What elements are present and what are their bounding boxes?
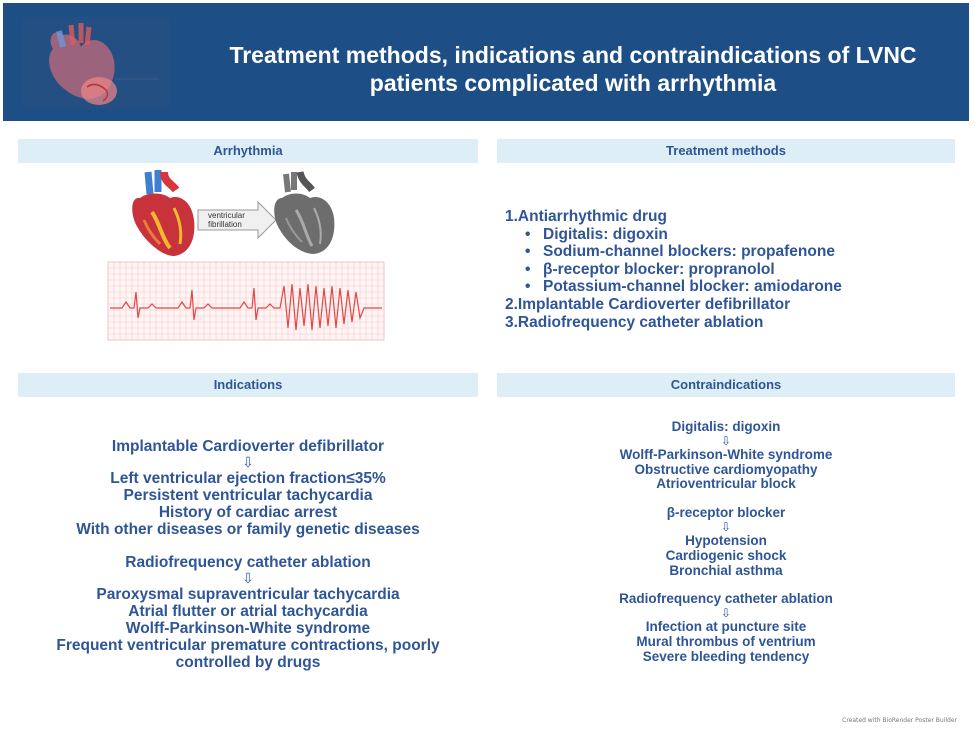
- group-spacer: [18, 538, 478, 554]
- indications-block: [18, 438, 478, 671]
- section-title-arrhythmia: Arrhythmia: [18, 139, 478, 163]
- treatment-item: 2.Implantable Cardioverter defibrillator: [505, 295, 791, 313]
- group-spacer: [497, 492, 955, 506]
- group-item: Severe bleeding tendency: [642, 648, 810, 664]
- group-item: Frequent ventricular premature contractions, poorly: [56, 637, 440, 654]
- arrow-down-icon: ⇩: [242, 454, 254, 470]
- header-heart-thumbnail: [23, 17, 169, 109]
- bullet-icon: •: [525, 243, 531, 261]
- treatment-item: 3.Radiofrequency catheter ablation: [505, 313, 764, 331]
- treatment-list: [505, 208, 955, 331]
- group-heading: β-receptor blocker: [666, 505, 786, 521]
- group-item: With other diseases or family genetic diseases: [76, 521, 420, 538]
- treatment-subitem: • Potassium-channel blocker: amiodarone: [525, 278, 842, 296]
- group-heading: Implantable Cardioverter defibrillator: [111, 438, 385, 455]
- section-title-indications: Indications: [18, 373, 478, 397]
- section-title-contraindications: Contraindications: [497, 373, 955, 397]
- illustration-label-line2: fibrillation: [208, 220, 242, 229]
- page-title: Treatment methods, indications and contraindications of LVNC patients complicated with arrhythmia: [229, 42, 917, 96]
- arrow-down-icon: ⇩: [242, 570, 254, 586]
- group-item: controlled by drugs: [175, 654, 321, 671]
- treatment-subitem: • Digitalis: digoxin: [525, 225, 668, 243]
- group-item: Wolff-Parkinson-White syndrome: [619, 446, 833, 462]
- normal-heart-icon: [132, 170, 194, 256]
- group-item: Persistent ventricular tachycardia: [123, 487, 373, 504]
- bullet-icon: •: [525, 260, 531, 278]
- group-item: Infection at puncture site: [645, 619, 807, 635]
- treatment-item: 1.Antiarrhythmic drug: [505, 208, 667, 225]
- group-heading: Radiofrequency catheter ablation: [125, 554, 371, 571]
- heart-icon: [23, 17, 169, 109]
- arrow-down-icon: ⇩: [720, 433, 732, 448]
- arrhythmia-illustration: [100, 168, 390, 348]
- contraindications-block: [497, 420, 955, 665]
- group-item: Hypotension: [685, 532, 767, 548]
- bullet-icon: •: [525, 225, 531, 243]
- group-item: Wolff-Parkinson-White syndrome: [125, 620, 371, 637]
- group-item: Obstructive cardiomyopathy: [634, 461, 818, 477]
- bullet-icon: •: [525, 278, 531, 296]
- group-item: Atrial flutter or atrial tachycardia: [128, 603, 368, 620]
- group-item: Mural thrombus of ventrium: [636, 633, 816, 649]
- group-item: Paroxysmal supraventricular tachycardia: [96, 586, 400, 603]
- group-item: Left ventricular ejection fraction≤35%: [110, 470, 386, 487]
- footer-credit: Created with BioRender Poster Builder: [842, 717, 957, 724]
- header-banner: [3, 3, 969, 121]
- group-item: Atrioventricular block: [656, 476, 796, 492]
- fibrillating-heart-icon: [274, 172, 334, 254]
- illustration-label-line1: ventricular: [208, 211, 245, 220]
- arrow-down-icon: ⇩: [720, 606, 732, 621]
- group-item: History of cardiac arrest: [158, 504, 338, 521]
- treatment-subitem: • Sodium-channel blockers: propafenone: [525, 243, 835, 261]
- ecg-strip: [108, 262, 384, 340]
- group-heading: Digitalis: digoxin: [671, 419, 781, 434]
- arrow-down-icon: ⇩: [720, 519, 732, 534]
- group-heading: Radiofrequency catheter ablation: [619, 591, 833, 607]
- group-item: Cardiogenic shock: [665, 547, 787, 563]
- treatment-subitem: • β-receptor blocker: propranolol: [525, 260, 775, 278]
- group-item: Bronchial asthma: [669, 562, 783, 578]
- group-spacer: [497, 578, 955, 592]
- section-title-treatment: Treatment methods: [497, 139, 955, 163]
